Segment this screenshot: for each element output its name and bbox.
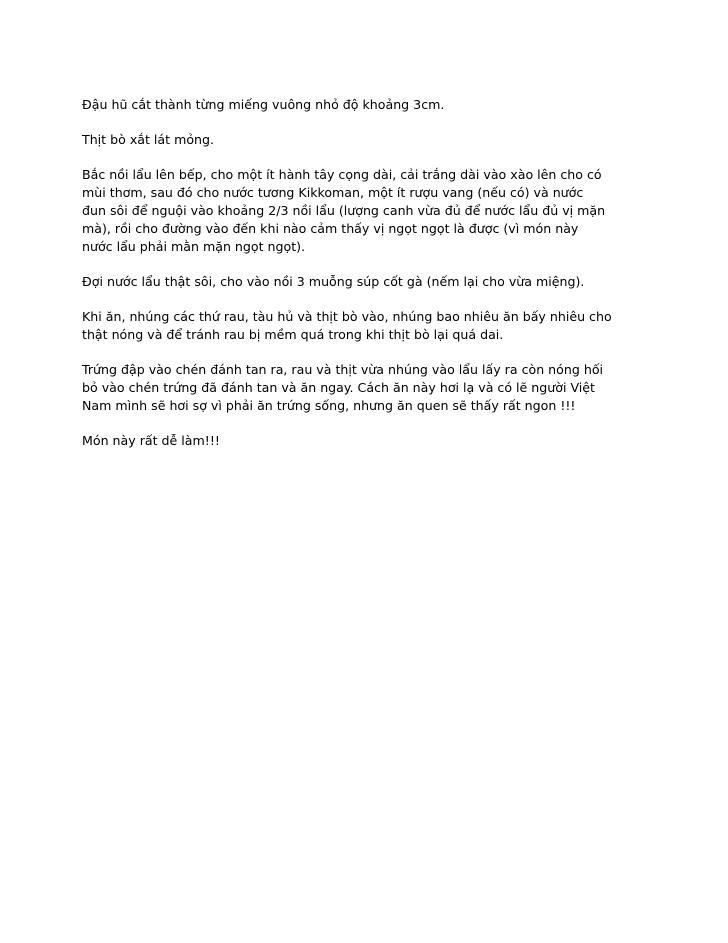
paragraph-beef: Thịt bò xắt lát mỏng. <box>82 132 215 147</box>
paragraph-chicken-stock: Đợi nước lẩu thật sôi, cho vào nồi 3 muỗng súp cốt gà (nếm lại cho vừa miệng). <box>82 274 585 289</box>
document-body <box>82 96 648 467</box>
paragraph-closing: Món này rất dễ làm!!! <box>82 433 220 448</box>
paragraph-eating: Khi ăn, nhúng các thứ rau, tàu hủ và thịt bò vào, nhúng bao nhiêu ăn bấy nhiêu cho thật nóng và để tránh rau bị mềm quá trong khi thịt bò lại quá dai. <box>82 309 612 342</box>
paragraph-tofu: Đậu hũ cắt thành từng miếng vuông nhỏ độ khoảng 3cm. <box>82 97 445 112</box>
paragraph-broth: Bắc nồi lẩu lên bếp, cho một ít hành tây cọng dài, cải trắng dài vào xào lên cho có mùi thơm, sau đó cho nước tương Kikkoman, một ít rượu vang (nếu có) và nước đun sôi để nguội vào khoảng 2/3 nồi lẩu (lượng canh vừa đủ để nước lẩu đủ vị mặn mà), rồi cho đường vào đến khi nào cảm thấy vị ngọt ngọt là được (vì món này nước lẩu phải mằn mặn ngọt ngọt). <box>82 167 606 254</box>
paragraph-egg: Trứng đập vào chén đánh tan ra, rau và thịt vừa nhúng vào lẩu lấy ra còn nóng hối bỏ vào chén trứng đã đánh tan và ăn ngay. Cách ăn này hơi lạ và có lẽ người Việt Nam mình sẽ hơi sợ vì phải ăn trứng sống, nhưng ăn quen sẽ thấy rất ngon !!! <box>82 362 604 413</box>
